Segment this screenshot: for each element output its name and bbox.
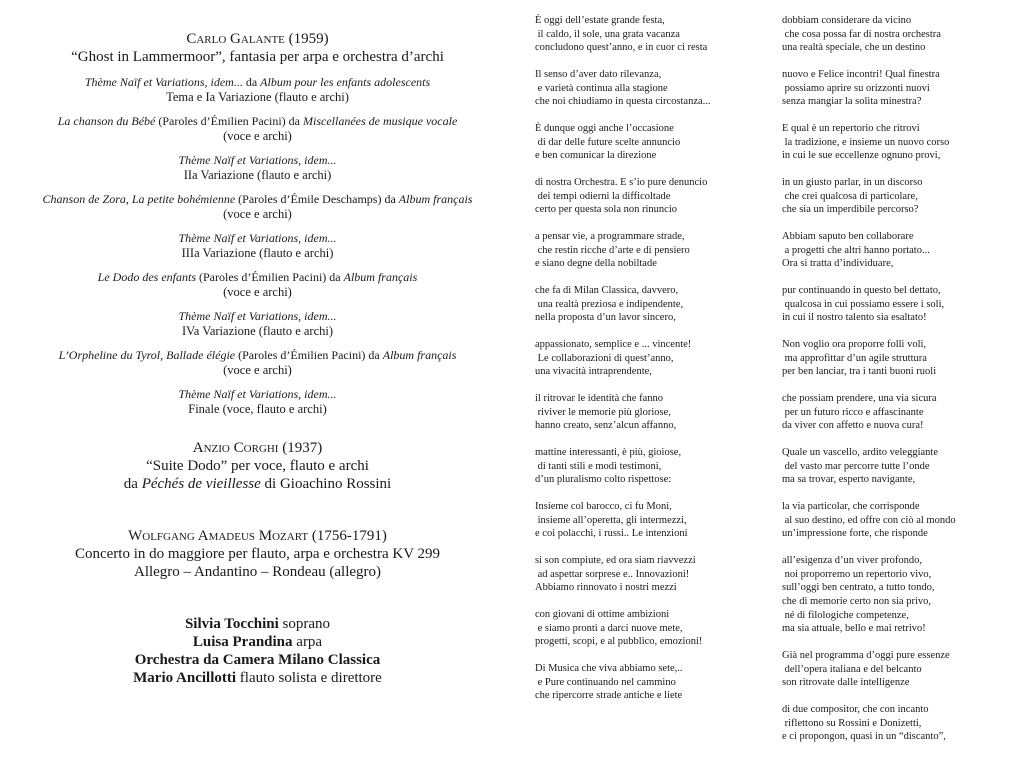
poem-line: che crei qualcosa di particolare, (782, 190, 918, 202)
poem-line: da viver con affetto e nuova cura! (782, 420, 924, 432)
poem-line: un’impressione forte, che risponde (782, 528, 928, 540)
poem-line: che ripercorre strade antiche e liete (535, 690, 683, 702)
performer (20, 633, 495, 651)
program-item-detail: IIIa Variazione (flauto e archi) (181, 246, 334, 260)
poem-line: sull’oggi ben centrato, a tutto tondo, (782, 582, 935, 594)
poem-line: E qual è un repertorio che ritrovi (782, 123, 920, 135)
poem-column-2 (782, 14, 1020, 757)
poem-stanza (535, 446, 775, 487)
poem-stanza (535, 14, 775, 55)
poem-line: ad aspettar sorprese e.. Innovazioni! (535, 568, 690, 580)
poem-stanza (535, 122, 775, 163)
poem-line: concludono quest’anno, e in cuor ci resta (535, 42, 708, 54)
poem-stanza (535, 608, 775, 649)
poem-line: con giovani di ottime ambizioni (535, 609, 670, 621)
composer-galante (20, 30, 495, 48)
program-item-detail: (voce e archi) (223, 363, 292, 377)
poem-line: una vivacità intraprendente, (535, 366, 652, 378)
poem-line: e siano degne della nobiltade (535, 258, 657, 270)
poem-line: e ci propongon, quasi in un “discanto”, (782, 731, 946, 743)
poem-stanza (535, 68, 775, 109)
poem-line: che sia un imperdibile percorso? (782, 204, 919, 216)
poem-stanza (535, 338, 775, 379)
poem-line: la tradizione, e insieme un nuovo corso (782, 136, 950, 148)
poem-line: riflettono su Rossini e Donizetti, (782, 717, 922, 729)
poem-line: dobbiam considerare da vicino (782, 15, 912, 26)
poem-stanza (535, 176, 775, 217)
poem-line: Ora si tratta d’individuare, (782, 258, 894, 270)
poem-line: e coi polacchi, i russi.. Le intenzioni (535, 528, 688, 540)
performer-name: Orchestra da Camera Milano Classica (134, 652, 381, 668)
poem-line: che cosa possa far di nostra orchestra (782, 28, 941, 40)
performer-list (20, 615, 495, 687)
poem-line: progetti, scopi, e al pubblico, emozioni! (535, 636, 703, 648)
poem-line: noi proporremo un repertorio vivo, (782, 568, 932, 580)
poem-stanza (782, 176, 1020, 217)
poem-line: dell’opera italiana e del belcanto (782, 663, 922, 675)
program-item (20, 231, 495, 261)
work-movements: Allegro – Andantino – Rondeau (allegro) (133, 564, 382, 580)
poem-line: e Pure continuando nel cammino (535, 676, 676, 688)
poem-stanza (782, 230, 1020, 271)
poem-line: dei tempi odierni la difficoltade (535, 190, 671, 202)
program-item (20, 192, 495, 222)
poem-column-1 (535, 14, 775, 716)
poem-line: in cui il nostro talento sia esaltato! (782, 312, 927, 324)
poem-line: in cui le sue eccellenze ognuno provi, (782, 150, 941, 162)
work-source: da Péchés de vieillesse di Gioachino Rossini (123, 476, 392, 492)
poem-stanza (535, 500, 775, 541)
composer-name: Anzio Corghi (192, 440, 279, 456)
poem-stanza (782, 122, 1020, 163)
poem-line: che noi chiudiamo in questa circostanza... (535, 96, 711, 108)
poem-stanza (782, 338, 1020, 379)
poem-stanza (535, 392, 775, 433)
poem-stanza (782, 500, 1020, 541)
program-item-title: Thème Naïf et Variations, idem... (178, 153, 337, 167)
poem-line: la via particolar, che corrisponde (782, 501, 920, 513)
poem-line: hanno creato, senz’alcun affanno, (535, 420, 677, 432)
poem-line: ma sia attuale, bello e mai retrivo! (782, 623, 926, 635)
poem-line: che fa di Milan Classica, davvero, (535, 285, 679, 297)
poem-line: mattine interessanti, è più, gioiose, (535, 447, 682, 459)
work-title: Concerto in do maggiore per flauto, arpa e orchestra KV 299 (74, 546, 441, 562)
program-item-title: Thème Naïf et Variations, idem... (178, 309, 337, 323)
poem-line: si son compiute, ed ora siam riavvezzi (535, 555, 696, 567)
poem-line: possiamo aprire su orizzonti nuovi (782, 82, 930, 94)
poem-line: di due compositor, che con incanto (782, 704, 929, 716)
program-item (20, 114, 495, 144)
composer-corghi (20, 439, 495, 457)
poem-line: e siamo pronti a darci nuove mete, (535, 622, 683, 634)
poem-line: Non voglio ora proporre folli voli, (782, 339, 927, 351)
composer-years: (1937) (282, 440, 323, 456)
performer (20, 669, 495, 687)
poem-line: ma sa trovar, esperto navigante, (782, 474, 916, 486)
poem-line: Insieme col barocco, ci fu Moni, (535, 501, 672, 513)
program-column (20, 30, 495, 687)
poem-line: insieme all’operetta, gli intermezzi, (535, 514, 687, 526)
performer-name: Silvia Tocchini (184, 616, 279, 632)
program-item-title: Thème Naïf et Variations, idem... da Album pour les enfants adolescents (84, 75, 431, 89)
poem-line: Quale un vascello, ardito veleggiante (782, 447, 938, 459)
poem-line: né di filologiche competenze, (782, 609, 909, 621)
poem-stanza (782, 68, 1020, 109)
poem-line: È dunque oggi anche l’occasione (535, 123, 674, 135)
poem-line: in un giusto parlar, in un discorso (782, 177, 923, 189)
composer-name: Carlo Galante (186, 31, 285, 47)
composer-years: (1756-1791) (311, 528, 387, 544)
poem-stanza (782, 703, 1020, 744)
work-title: “Ghost in Lammermoor”, fantasia per arpa e orchestra d’archi (71, 49, 444, 65)
poem-stanza (535, 284, 775, 325)
program-item-detail: IVa Variazione (flauto e archi) (181, 324, 334, 338)
performer-name: Mario Ancillotti (133, 670, 237, 686)
poem-line: per ben lanciar, tra i tanti buoni ruoli (782, 366, 937, 378)
poem-line: Già nel programma d’oggi pure essenze (782, 649, 950, 661)
poem-line: nuovo e Felice incontri! Qual finestra (782, 69, 940, 81)
poem-line: Abbiamo rinnovato i nostri mezzi (535, 582, 677, 594)
program-item-title: La chanson du Bébé (Paroles d’Émilien Pacini) da Miscellanées de musique vocale (57, 114, 458, 128)
poem-line: a progetti che altri hanno portato... (782, 244, 930, 256)
program-item (20, 309, 495, 339)
poem-stanza (782, 284, 1020, 325)
poem-line: Abbiam saputo ben collaborare (782, 231, 914, 243)
poem-stanza (782, 14, 1020, 55)
poem-line: che restin ricche d’arte e di pensiero (535, 244, 690, 256)
poem-line: all’esigenza d’un viver profondo, (782, 555, 922, 567)
poem-stanza (782, 392, 1020, 433)
poem-line: il caldo, il sole, una grata vacanza (535, 28, 680, 40)
poem-line: certo per questa sola non rinuncio (535, 204, 677, 216)
poem-line: Il senso d’aver dato rilevanza, (535, 69, 662, 81)
poem-line: ma approfittar d’un agile struttura (782, 352, 927, 364)
performer (20, 651, 495, 669)
poem-line: son ritrovate dalle intelligenze (782, 677, 910, 689)
poem-line: e varietà continua alla stagione (535, 82, 668, 94)
program-item-title: Le Dodo des enfants (Paroles d’Émilien Pacini) da Album français (97, 270, 418, 284)
poem-line: pur continuando in questo bel dettato, (782, 285, 941, 297)
poem-line: il ritrovar le identità che fanno (535, 393, 663, 405)
poem-line: di nostra Orchestra. E s’io pure denuncio (535, 177, 708, 189)
program-item-title: L’Orpheline du Tyrol, Ballade élégie (Paroles d’Émilien Pacini) da Album français (58, 348, 457, 362)
poem-line: che possiam prendere, una via sicura (782, 393, 937, 405)
program-item-detail: (voce e archi) (223, 207, 292, 221)
performer (20, 615, 495, 633)
program-item-title: Thème Naïf et Variations, idem... (178, 231, 337, 245)
poem-line: riviver le memorie più gloriose, (535, 406, 671, 418)
composer-years: (1959) (288, 31, 329, 47)
program-item (20, 387, 495, 417)
poem-line: che di memorie certo non sia privo, (782, 595, 931, 607)
program-item-detail: (voce e archi) (223, 129, 292, 143)
work-title: “Suite Dodo” per voce, flauto e archi (146, 458, 369, 474)
poem-line: di dar delle future scelte annuncio (535, 136, 681, 148)
program-item (20, 75, 495, 105)
program-item-title: Chanson de Zora, La petite bohémienne (Paroles d’Émile Deschamps) da Album français (42, 192, 473, 206)
poem-line: qualcosa in cui possiamo essere i soli, (782, 298, 945, 310)
program-item (20, 270, 495, 300)
poem-line: nella proposta d’un lavor sincero, (535, 312, 676, 324)
galante-item-list (20, 75, 495, 417)
program-item-detail: IIa Variazione (flauto e archi) (183, 168, 332, 182)
performer-role: soprano (278, 616, 331, 632)
poem-line: una realtà speciale, che un destino (782, 42, 926, 54)
poem-line: d’un pluralismo colto rispettose: (535, 474, 672, 486)
poem-stanza (782, 446, 1020, 487)
poem-line: appassionato, semplice e ... vincente! (535, 339, 692, 351)
poem-line: Di Musica che viva abbiamo sete,.. (535, 663, 683, 675)
poem-line: una realtà preziosa e indipendente, (535, 298, 684, 310)
poem-stanza (782, 554, 1020, 635)
poem-line: e ben comunicar la direzione (535, 150, 657, 162)
poem-line: senza mangiar la solita minestra? (782, 96, 922, 108)
poem-stanza (535, 662, 775, 703)
performer-name: Luisa Prandina (192, 634, 293, 650)
program-item-title: Thème Naïf et Variations, idem... (178, 387, 337, 401)
composer-mozart (20, 527, 495, 545)
poem-stanza (535, 554, 775, 595)
poem-line: al suo destino, ed offre con ciò al mondo (782, 514, 956, 526)
program-item (20, 153, 495, 183)
program-item (20, 348, 495, 378)
poem-line: per un futuro ricco e affascinante (782, 406, 924, 418)
performer-role: arpa (292, 634, 323, 650)
program-item-detail: (voce e archi) (223, 285, 292, 299)
composer-name: Wolfgang Amadeus Mozart (128, 528, 309, 544)
program-item-detail: Tema e Ia Variazione (flauto e archi) (166, 90, 349, 104)
poem-line: del vasto mar percorre tutte l’onde (782, 460, 930, 472)
poem-line: a pensar vie, a programmare strade, (535, 231, 685, 243)
program-item-detail: Finale (voce, flauto e archi) (188, 402, 327, 416)
poem-stanza (535, 230, 775, 271)
poem-line: di tanti stili e modi testimoni, (535, 460, 662, 472)
poem-stanza (782, 649, 1020, 690)
performer-role: flauto solista e direttore (236, 670, 382, 686)
poem-line: È oggi dell’estate grande festa, (535, 15, 665, 26)
poem-line: Le collaborazioni di quest’anno, (535, 352, 674, 364)
